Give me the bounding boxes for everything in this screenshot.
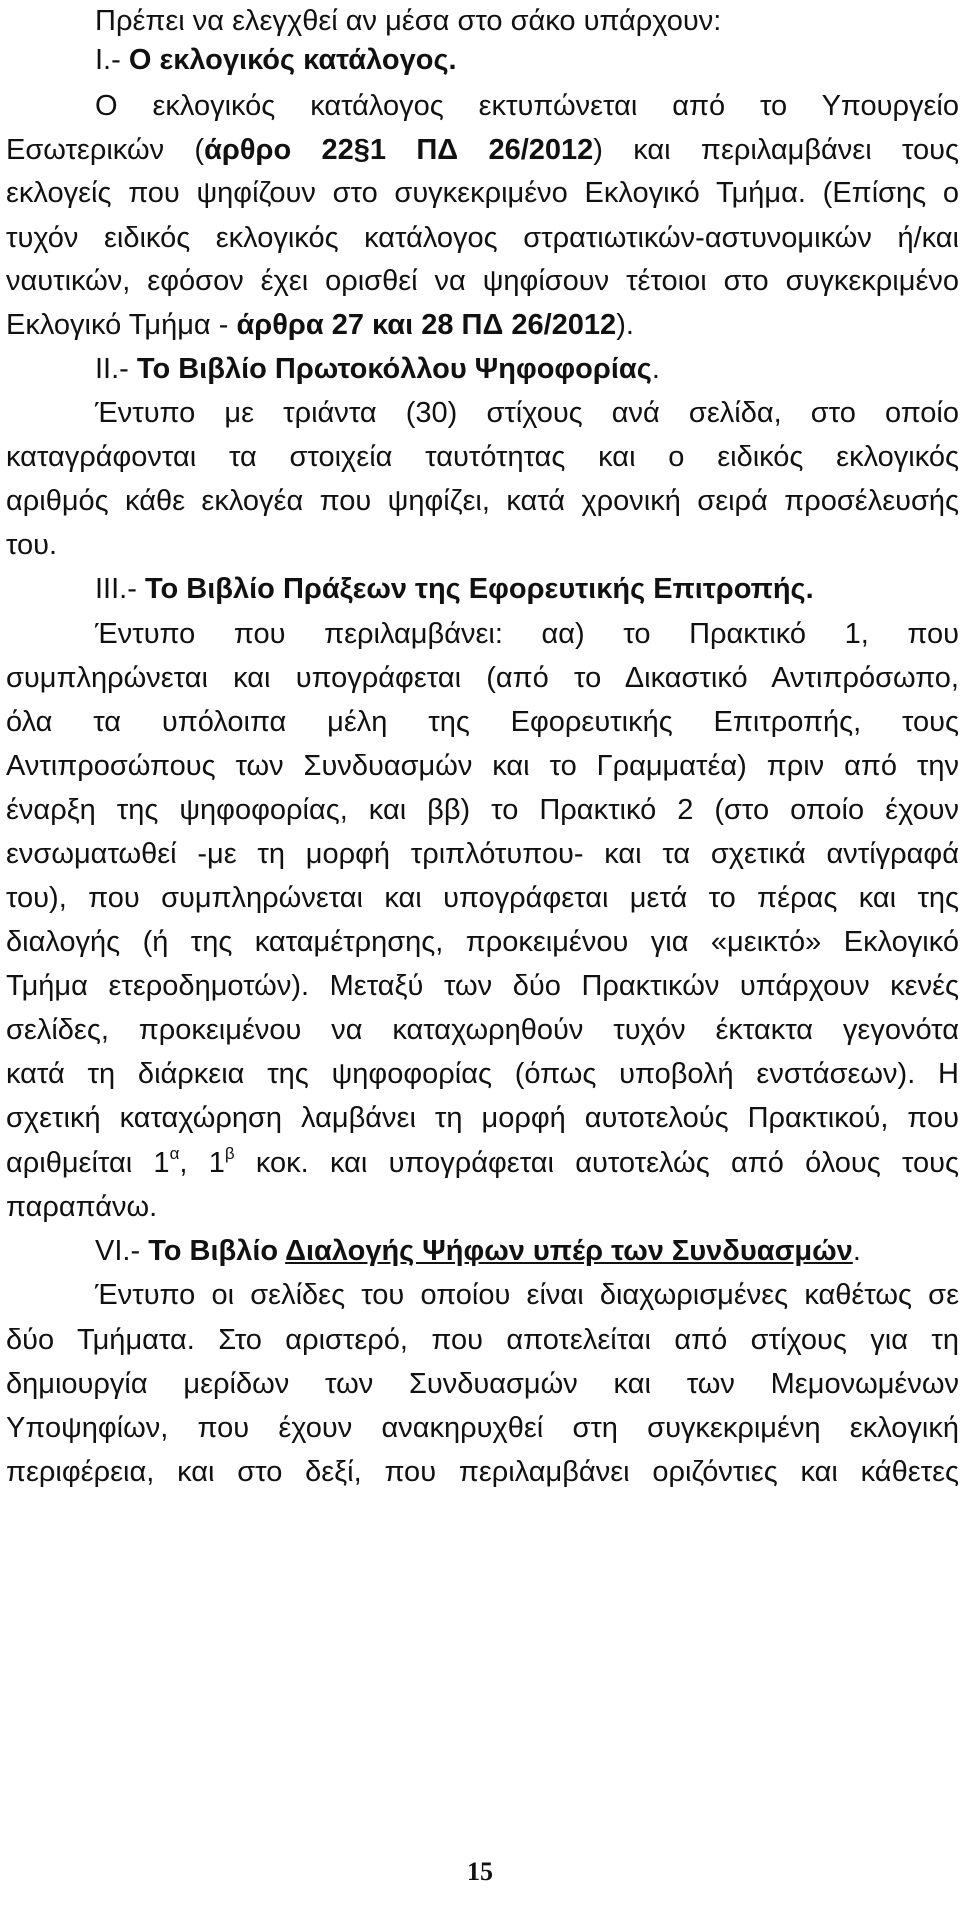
text: του), που συμπληρώνεται και υπογράφεται μετά το πέρας και της [6, 882, 959, 914]
text: σχετική καταχώρηση λαμβάνει τη μορφή αυτοτελούς Πρακτικού, που [6, 1102, 959, 1134]
section-title: Το Βιβλίο Πρωτοκόλλου Ψηφοφορίας [136, 353, 652, 385]
section-heading-1 [95, 40, 959, 80]
text: παραπάνω. [6, 1191, 158, 1223]
paragraph-line [6, 1010, 959, 1050]
paragraph-line [6, 1098, 959, 1138]
section-number: ΙΙ.- [95, 353, 129, 385]
text: του. [6, 529, 58, 561]
text: Έντυπο οι σελίδες του οποίου είναι διαχωρισμένες καθέτως σε [95, 1279, 959, 1311]
paragraph-line [6, 1187, 959, 1227]
paragraph-line [6, 218, 959, 258]
paragraph-line [6, 1364, 959, 1404]
paragraph-line [6, 658, 959, 698]
paragraph-line [6, 1320, 959, 1360]
text: αριθμός κάθε εκλογέα που ψηφίζει, κατά χρονική σειρά προσέλευσής [6, 485, 959, 517]
paragraph-line [6, 525, 959, 565]
bold-reference: άρθρα 27 και 28 ΠΔ 26/2012 [236, 309, 617, 341]
section-heading-2 [95, 349, 959, 389]
section-heading-4 [95, 1231, 959, 1271]
text: Υποψηφίων, που έχουν ανακηρυχθεί στη συγκεκριμένη εκλογική [6, 1412, 959, 1444]
superscript: β [224, 1144, 235, 1164]
paragraph-line [6, 305, 959, 345]
paragraph-line [6, 1143, 959, 1183]
section-title: Το Βιβλίο [148, 1235, 286, 1267]
paragraph-line [95, 614, 959, 654]
text: διαλογής (ή της καταμέτρησης, προκειμένου για «μεικτό» Εκλογικό [6, 926, 959, 958]
paragraph-line [6, 922, 959, 962]
text: Αντιπροσώπους των Συνδυασμών και το Γραμματέα) πριν από την [6, 750, 959, 782]
paragraph-line [95, 393, 959, 433]
paragraph-line [6, 173, 959, 213]
superscript: α [169, 1144, 180, 1164]
text: ) και περιλαμβάνει τους [593, 134, 959, 166]
section-title: Ο εκλογικός κατάλογος. [128, 44, 457, 76]
text: όλα τα υπόλοιπα μέλη της Εφορευτικής Επιτροπής, τους [6, 706, 959, 738]
paragraph-line [6, 702, 959, 742]
text: έναρξη της ψηφοφορίας, και ββ) το Πρακτικό 2 (στο οποίο έχουν [6, 794, 959, 826]
paragraph-line [6, 1054, 959, 1094]
paragraph-line [6, 746, 959, 786]
paragraph-line [6, 790, 959, 830]
text: . [852, 1235, 861, 1267]
bold-reference: 1 ΠΔ 26/2012 [369, 134, 594, 166]
paragraph-line [6, 130, 959, 170]
text: Εσωτερικών ( [6, 134, 205, 166]
paragraph-line [6, 261, 959, 301]
page-number: 15 [467, 1857, 493, 1886]
text: συμπληρώνεται και υπογράφεται (από το Δικαστικό Αντιπρόσωπο, [6, 662, 959, 694]
section-sign: § [353, 134, 370, 166]
paragraph-line [6, 481, 959, 521]
paragraph-line [6, 437, 959, 477]
paragraph-line [95, 1275, 959, 1315]
text: Πρέπει να ελεγχθεί αν μέσα στο σάκο υπάρχουν: [95, 5, 722, 37]
paragraph-line [6, 1408, 959, 1448]
text: ). [616, 309, 634, 341]
section-number: ΙΙΙ.- [95, 573, 137, 605]
text: καταγράφονται τα στοιχεία ταυτότητας και ο ειδικός εκλογικός [6, 441, 959, 473]
text: ναυτικών, εφόσον έχει ορισθεί να ψηφίσουν τέτοιοι στο συγκεκριμένο [6, 265, 959, 297]
text: τυχόν ειδικός εκλογικός κατάλογος στρατιωτικών-αστυνομικών ή/και [6, 222, 959, 254]
text: κατά τη διάρκεια της ψηφοφορίας (όπως υποβολή ενστάσεων). Η [6, 1058, 959, 1090]
section-number: Ι.- [95, 44, 121, 76]
text: , 1 [179, 1147, 225, 1179]
bold-reference: άρθρο 22 [204, 134, 354, 166]
intro-line [95, 1, 959, 41]
text: Έντυπο που περιλαμβάνει: αα) το Πρακτικό 1, που [95, 618, 959, 650]
text: δύο Τμήματα. Στο αριστερό, που αποτελείται από στίχους για τη [6, 1324, 959, 1356]
paragraph-line [6, 966, 959, 1006]
section-number: VI.- [95, 1235, 141, 1267]
text: ενσωματωθεί -με τη μορφή τριπλότυπου- και τα σχετικά αντίγραφά [6, 838, 959, 870]
text: Τμήμα ετεροδημοτών). Μεταξύ των δύο Πρακτικών υπάρχουν κενές [6, 970, 959, 1002]
paragraph-line [6, 878, 959, 918]
paragraph-line [6, 834, 959, 874]
text: περιφέρεια, και στο δεξί, που περιλαμβάνει οριζόντιες και κάθετες [6, 1456, 959, 1488]
text: σελίδες, προκειμένου να καταχωρηθούν τυχόν έκτακτα γεγονότα [6, 1014, 959, 1046]
text: δημιουργία μερίδων των Συνδυασμών και των Μεμονωμένων [6, 1368, 959, 1400]
text: Εκλογικό Τμήμα - [6, 309, 237, 341]
text: αριθμείται 1 [6, 1147, 170, 1179]
section-title-underlined: Διαλογής Ψήφων υπέρ των Συνδυασμών [285, 1235, 853, 1267]
text: . [651, 353, 660, 385]
section-heading-3 [95, 569, 959, 609]
text: Έντυπο με τριάντα (30) στίχους ανά σελίδα, στο οποίο [95, 397, 959, 429]
section-title: Το Βιβλίο Πράξεων της Εφορευτικής Επιτροπής. [144, 573, 814, 605]
text: εκλογείς που ψηφίζουν στο συγκεκριμένο Εκλογικό Τμήμα. (Επίσης ο [6, 177, 959, 209]
text: κοκ. και υπογράφεται αυτοτελώς από όλους τους [234, 1147, 959, 1179]
paragraph-line [95, 86, 959, 126]
paragraph-line [6, 1452, 959, 1492]
text: Ο εκλογικός κατάλογος εκτυπώνεται από το Υπουργείο [95, 90, 959, 122]
